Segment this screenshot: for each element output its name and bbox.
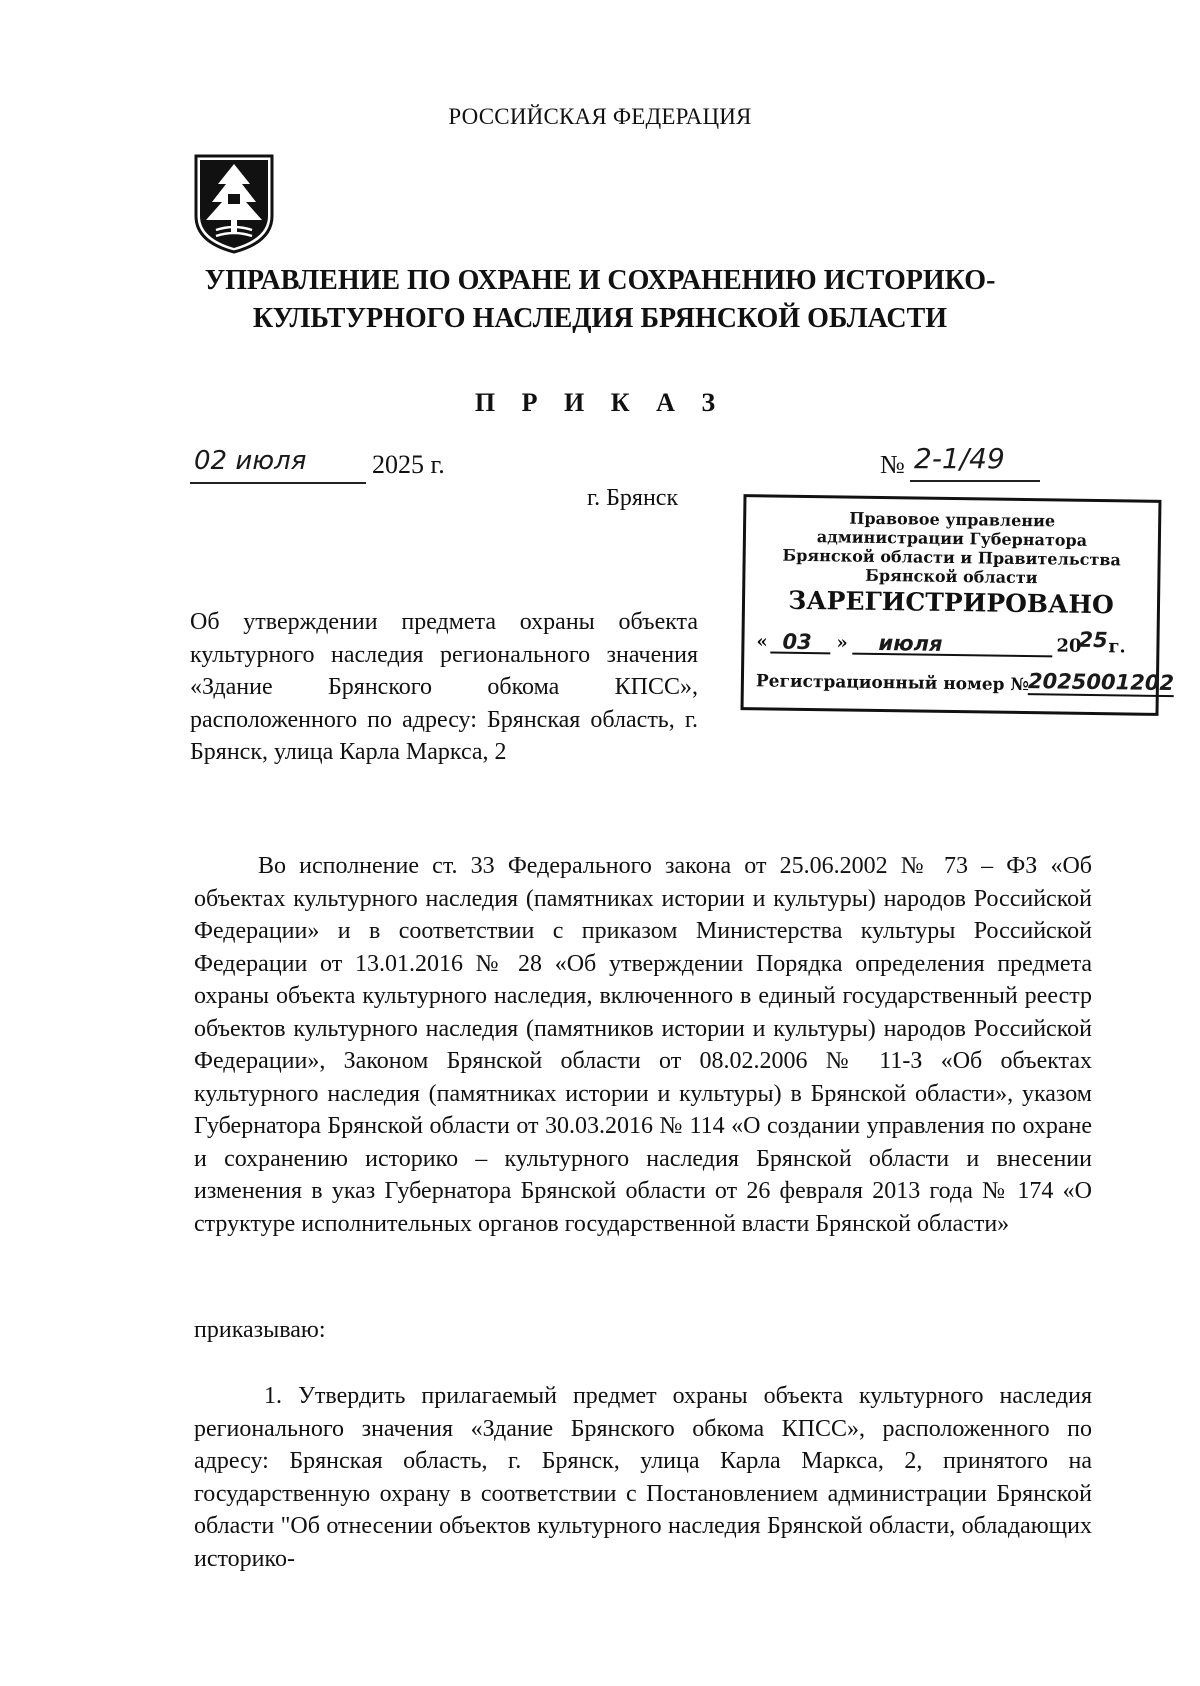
agency-title-line1: УПРАВЛЕНИЕ ПО ОХРАНЕ И СОХРАНЕНИЮ ИСТОРИКО- bbox=[204, 265, 996, 296]
handwritten-number: 2-1/49 bbox=[914, 442, 1005, 475]
stamp-date-row: « 03 » июля 20 25 г. bbox=[756, 627, 1126, 658]
stamp-year-prefix: 20 bbox=[1056, 635, 1082, 657]
stamp-year-g: г. bbox=[1108, 636, 1126, 658]
stamp-year-suffix: 25 bbox=[1078, 627, 1108, 653]
stamp-month: июля bbox=[878, 630, 943, 656]
date-field bbox=[190, 446, 366, 484]
city-text: г. Брянск bbox=[587, 485, 679, 511]
order-subject: Об утверждении предмета охраны объекта культурного наследия регионального значения «Здание Брянского обкома КПСС», расположенного по адресу: Брянская область, г. Брянск, улица Карла Маркса, 2 bbox=[190, 609, 698, 765]
stamp-registered: ЗАРЕГИСТРИРОВАНО bbox=[788, 585, 1114, 620]
agency-title-line2: КУЛЬТУРНОГО НАСЛЕДИЯ БРЯНСКОЙ ОБЛАСТИ bbox=[252, 303, 948, 334]
stamp-day: 03 bbox=[782, 629, 812, 655]
coat-of-arms-icon bbox=[192, 154, 276, 254]
order-item-1: 1. Утвердить прилагаемый предмет охраны объекта культурного наследия регионального значения «Здание Брянского обкома КПСС», расположенного по адресу: Брянская область, г. Брянск, улица Карла Маркса, 2, принятого на государственную охрану в соответствии с Постановлением администрации Брянской области "Об отнесении объектов культурного наследия Брянской области, обладающих историко- bbox=[194, 1383, 1092, 1572]
order-word: приказываю: bbox=[194, 1317, 326, 1343]
stamp-reg-row bbox=[755, 669, 1175, 697]
country-heading: РОССИЙСКАЯ ФЕДЕРАЦИЯ bbox=[448, 104, 752, 129]
stamp-reg-label: Регистрационный номер № bbox=[755, 671, 1030, 696]
handwritten-date: 02 июля bbox=[194, 446, 307, 476]
number-label: № bbox=[880, 450, 905, 479]
year-text: 2025 г. bbox=[372, 450, 445, 479]
document-type-heading: П Р И К А З bbox=[474, 388, 726, 417]
stamp-line2: администрации Губернатора bbox=[816, 527, 1088, 550]
stamp-line1: Правовое управление bbox=[849, 508, 1056, 531]
stamp-line4: Брянской области bbox=[865, 565, 1038, 588]
agency-title bbox=[0, 262, 1200, 338]
preamble-paragraph: Во исполнение ст. 33 Федерального закона от 25.06.2002 № 73 – ФЗ «Об объектах культурного наследия (памятниках истории и культуры) народов Российской Федерации» и в соответствии с приказом Министерства культуры Российской Федерации от 13.01.2016 № 28 «Об утверждении Порядка определения предмета охраны объекта культурного наследия, включенного в единый государственный реестр объектов культурного наследия (памятников истории и культуры) народов Российской Федерации», Законом Брянской области от 08.02.2006 № 11-З «Об объектах культурного наследия (памятниках истории и культуры) в Брянской области», указом Губернатора Брянской области от 30.03.2016 № 114 «О создании управления по охране и сохранению историко – культурного наследия Брянской области и внесении изменения в указ Губернатора Брянской области от 26 февраля 2013 года № 174 «О структуре исполнительных органов государственной власти Брянской области» bbox=[194, 853, 1092, 1237]
stamp-line3: Брянской области и Правительства bbox=[782, 545, 1121, 570]
number-field bbox=[910, 442, 1040, 482]
stamp-reg-number: 2025001202 bbox=[1027, 669, 1175, 696]
registration-stamp bbox=[741, 494, 1175, 716]
